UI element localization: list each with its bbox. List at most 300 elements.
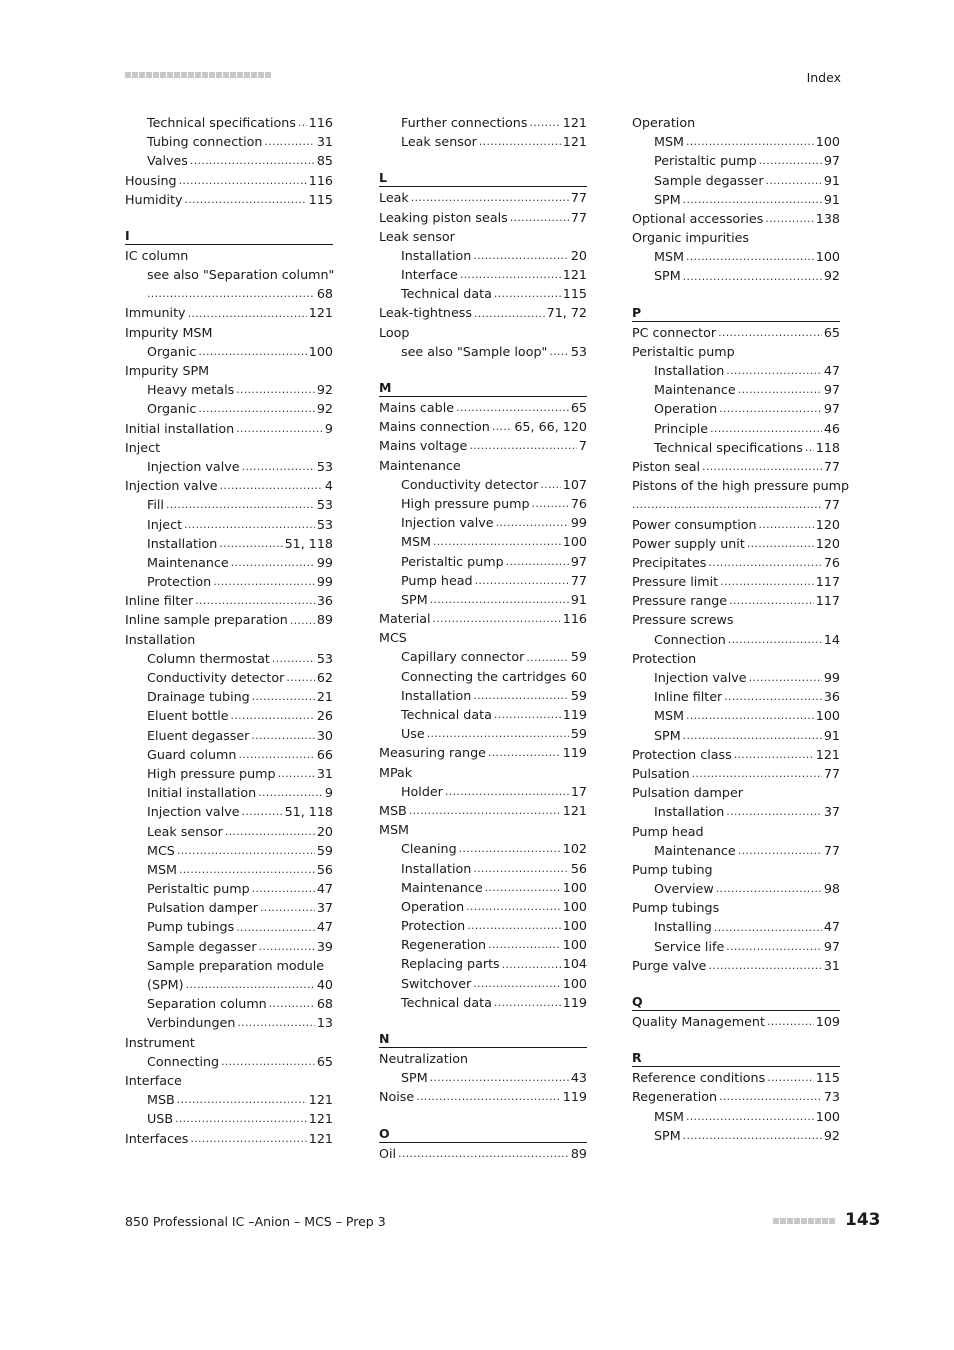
index-entry [632,764,840,783]
index-subentry [125,534,333,553]
index-subentry [632,879,840,898]
entry-term: Leak sensor [401,134,477,150]
dot-leader [473,974,561,993]
index-subentry [125,745,333,764]
page-reference: 53 [316,458,333,474]
footer-decoration-squares [773,1218,835,1224]
dot-leader [714,918,822,937]
entry-term: Technical specifications [654,439,803,455]
page-reference: 53 [316,497,333,513]
index-subentry [632,419,840,438]
index-subentry [379,590,587,609]
entry-term: Mains cable [379,400,455,416]
dot-leader [549,342,569,361]
index-entry [379,801,587,820]
index-column-3 [632,113,850,1145]
page-reference: 91 [570,591,587,607]
entry-term: USB [147,1111,174,1127]
page-reference: 68 [316,996,333,1012]
index-subentry [379,839,587,858]
entry-term: MCS [379,630,407,646]
index-subentry [125,822,333,841]
page-reference: 68 [316,286,333,302]
page-reference: 47 [316,881,333,897]
dot-leader [765,209,813,228]
dot-leader [632,495,822,514]
decoration-square [251,72,257,78]
entry-term: Quality Management [632,1014,765,1030]
dot-leader [238,745,314,764]
index-entry [379,628,587,647]
entry-term: Installation [401,687,472,703]
index-entry [632,956,840,975]
page-reference: 100 [815,134,840,150]
entry-term: Immunity [125,305,186,321]
dot-leader [433,609,561,628]
index-subentry [379,648,587,667]
page-reference: 97 [823,401,840,417]
page-reference: 59 [316,842,333,858]
dot-leader [166,495,315,514]
index-entry [379,820,587,839]
entry-term: Inline filter [654,689,723,705]
entry-term: Conductivity detector [147,670,285,686]
page-reference: 104 [562,956,587,972]
page-reference: 31 [316,134,333,150]
entry-term: Leak sensor [379,228,455,244]
entry-term: Injection valve [147,804,240,820]
page-reference: 100 [562,879,587,895]
entry-term: MSM [654,249,684,265]
entry-term: Peristaltic pump [654,153,757,169]
dot-leader [236,419,323,438]
entry-term: Pistons of the high pressure pump [632,478,850,494]
decoration-square [773,1218,779,1224]
entry-term: Instrument [125,1034,195,1050]
index-subentry [379,571,587,590]
page-reference: 118 [815,439,840,455]
index-subentry [125,802,333,821]
entry-term: Installing [654,919,712,935]
entry-term: Measuring range [379,745,486,761]
decoration-square [153,72,159,78]
page-reference: 100 [562,534,587,550]
entry-term: Replacing parts [401,956,500,972]
dot-leader [738,841,822,860]
page-reference: 121 [562,267,587,283]
dot-leader [526,648,568,667]
page-reference: 100 [562,898,587,914]
decoration-square [244,72,250,78]
page-reference: 56 [570,860,587,876]
dot-leader [459,839,561,858]
dot-leader [269,994,315,1013]
index-subentry [125,1109,333,1128]
entry-term: Technical data [401,994,492,1010]
index-subentry [632,438,840,457]
index-subentry [632,267,840,286]
entry-term: Mains voltage [379,438,468,454]
page-reference: 117 [815,593,840,609]
page-reference: 30 [316,727,333,743]
entry-term: Fill [147,497,164,513]
index-entry [379,188,587,207]
entry-term: IC column [125,247,189,263]
page-reference: 53 [570,343,587,359]
entry-term: Installation [401,860,472,876]
index-entry [125,1071,333,1090]
index-subentry [379,246,587,265]
dot-leader [474,304,545,323]
dot-leader [716,879,822,898]
page-reference: 20 [316,823,333,839]
entry-term: Maintenance [654,382,736,398]
entry-term: Pump tubings [147,919,235,935]
index-subentry [379,132,587,151]
dot-leader [272,649,315,668]
page-number: 143 [845,1210,881,1230]
index-entry [125,190,333,209]
decoration-square [195,72,201,78]
entry-term: Peristaltic pump [401,553,504,569]
index-subentry [125,726,333,745]
entry-term: Mains connection [379,419,490,435]
dot-leader [686,132,814,151]
entry-term: SPM [654,1127,681,1143]
page-reference: 121 [815,746,840,762]
entry-term: Eluent bottle [147,708,229,724]
entry-term: Installation [401,247,472,263]
dot-leader [466,897,561,916]
index-subentry [632,171,840,190]
index-entry [632,209,840,228]
entry-term: Interfaces [125,1130,189,1146]
page-reference: 98 [823,881,840,897]
dot-leader [175,1109,307,1128]
index-entry [632,822,840,841]
index-entry [632,1087,840,1106]
page-reference: 115 [562,286,587,302]
entry-term: Loop [379,324,410,340]
index-subentry [125,668,333,687]
page-reference: 47 [823,919,840,935]
dot-leader [237,1013,314,1032]
entry-term: Optional accessories [632,210,764,226]
index-letter-heading: O [379,1125,587,1143]
index-subentry [632,802,840,821]
entry-term: Connecting the cartridges [401,668,567,684]
dot-leader [492,417,513,436]
entry-term: Injection valve [125,478,218,494]
index-entry [632,591,840,610]
page-reference: 120 [815,516,840,532]
dot-leader [686,247,814,266]
dot-leader [409,801,561,820]
dot-leader [532,494,569,513]
dot-leader [467,916,561,935]
dot-leader [251,726,314,745]
page-reference: 89 [316,612,333,628]
page-reference: 43 [570,1070,587,1086]
index-subentry [125,457,333,476]
entry-term: Service life [654,938,725,954]
index-entry [125,304,333,323]
index-entry [125,323,333,342]
entry-term: MSM [654,708,684,724]
page-reference: 91 [823,172,840,188]
dot-leader [260,898,315,917]
entry-term: Installation [125,631,196,647]
page-reference: 65 [570,400,587,416]
page-reference: 36 [316,593,333,609]
header-decoration-squares [125,72,271,78]
decoration-square [829,1218,835,1224]
dot-leader [805,438,814,457]
dot-leader [190,1129,306,1148]
page-reference: 36 [823,689,840,705]
page-reference: 116 [308,172,333,188]
entry-term: MSB [379,802,407,818]
page-reference: 100 [308,343,333,359]
entry-term: Impurity MSM [125,324,213,340]
dot-leader [683,267,822,286]
page-reference: 91 [823,191,840,207]
index-subentry [379,993,587,1012]
page-reference: 9 [324,785,333,801]
page-reference: 59 [570,649,587,665]
page-reference: 20 [570,247,587,263]
page-reference: 97 [823,938,840,954]
page-reference: 85 [316,153,333,169]
entry-term: Interface [401,267,458,283]
page-reference: 92 [823,268,840,284]
page-reference: 121 [308,1111,333,1127]
entry-term: Pulsation damper [147,900,258,916]
dot-leader [460,265,561,284]
index-subentry [379,494,587,513]
dot-leader [686,1107,814,1126]
dot-leader [433,532,561,551]
page-reference: 97 [823,153,840,169]
index-subentry [379,513,587,532]
index-subentry [125,553,333,572]
index-letter-heading: I [125,227,333,245]
index-subentry [632,1107,840,1126]
entry-term: Pulsation damper [632,785,743,801]
entry-term: Pump head [632,823,704,839]
dot-leader [184,515,315,534]
entry-term: Power consumption [632,516,757,532]
entry-term: Capillary connector [401,649,525,665]
entry-term: Cleaning [401,841,457,857]
entry-term: Housing [125,172,177,188]
index-subentry [632,706,840,725]
index-subentry [632,361,840,380]
entry-term: Operation [632,114,696,130]
decoration-square [230,72,236,78]
entry-term: Pump tubing [632,861,713,877]
dot-leader [177,841,315,860]
dot-leader [398,1144,569,1163]
footer-document-title: 850 Professional IC –Anion – MCS – Prep 3 [125,1214,386,1229]
entry-term: Peristaltic pump [147,881,250,897]
dot-leader [264,132,314,151]
index-subentry [632,726,840,745]
entry-term: Overview [654,881,714,897]
entry-term: Connecting [147,1053,220,1069]
index-entry [632,495,840,514]
index-subentry [379,475,587,494]
dot-leader [683,1126,822,1145]
dot-leader [529,113,560,132]
index-entry [379,1087,587,1106]
page-reference: 51, 118 [284,535,333,551]
dot-leader [729,591,814,610]
dot-leader [427,724,569,743]
entry-term: Tubing connection [147,134,263,150]
index-subentry [379,342,587,361]
entry-term: MSM [379,822,409,838]
dot-leader [494,705,561,724]
entry-term: Installation [147,535,218,551]
page-reference: 14 [823,631,840,647]
dot-leader [718,323,822,342]
dot-leader [719,1087,822,1106]
entry-term: Initial installation [147,785,257,801]
page-reference: 71, 72 [546,305,587,321]
page-reference: 121 [562,802,587,818]
decoration-square [265,72,271,78]
dot-leader [767,1068,814,1087]
entry-term: Neutralization [379,1051,469,1067]
dot-leader [231,553,315,572]
entry-term: Initial installation [125,420,235,436]
decoration-square [160,72,166,78]
entry-term: MSM [654,134,684,150]
entry-term: Regeneration [632,1089,718,1105]
dot-leader [456,398,569,417]
entry-term: Protection [632,650,697,666]
entry-term: PC connector [632,324,717,340]
page-reference: 31 [316,765,333,781]
dot-leader [213,572,315,591]
entry-term: Drainage tubing [147,689,250,705]
decoration-square [132,72,138,78]
dot-leader [759,151,822,170]
page-reference: 77 [823,458,840,474]
entry-term: MSB [147,1092,175,1108]
page-reference: 51, 118 [284,804,333,820]
index-entry [632,1012,840,1031]
entry-term: Regeneration [401,937,487,953]
index-entry [125,1129,333,1148]
page-reference: 4 [324,478,333,494]
index-subentry [379,1068,587,1087]
entry-term: Oil [379,1145,397,1161]
page-reference: 92 [823,1127,840,1143]
index-entry [125,171,333,190]
index-entry [125,246,333,265]
entry-term: Pump head [401,572,473,588]
index-subentry [379,552,587,571]
page-reference: 77 [570,572,587,588]
decoration-square [237,72,243,78]
index-entry [379,609,587,628]
index-subentry [632,399,840,418]
index-entry [379,323,587,342]
dot-leader [242,457,315,476]
index-entry [632,515,840,534]
index-entry [632,534,840,553]
dot-leader [719,399,822,418]
dot-leader [219,534,282,553]
page-reference: 77 [823,842,840,858]
dot-leader [278,764,315,783]
entry-term: Holder [401,783,443,799]
entry-term: MPak [379,764,413,780]
index-letter-heading: R [632,1049,840,1067]
index-entry [125,476,333,495]
index-subentry [125,132,333,151]
index-entry [379,227,587,246]
index-entry [632,649,840,668]
index-entry [632,228,840,247]
dot-leader [416,1087,561,1106]
entry-term: SPM [401,591,428,607]
dot-leader [236,380,315,399]
entry-term: Eluent degasser [147,727,250,743]
entry-term: Leaking piston seals [379,209,508,225]
index-subentry [125,515,333,534]
page-reference: 100 [815,249,840,265]
entry-term: Noise [379,1089,415,1105]
entry-term: Inject [125,439,161,455]
dot-leader [708,553,821,572]
index-subentry [379,724,587,743]
entry-term: Sample degasser [147,938,257,954]
entry-term: Inline sample preparation [125,612,288,628]
page-reference: 121 [562,134,587,150]
index-entry [632,553,840,572]
page-reference: 97 [570,553,587,569]
decoration-square [174,72,180,78]
entry-term: MSM [147,861,177,877]
index-entry [379,436,587,455]
page-reference: 115 [815,1070,840,1086]
entry-term: Humidity [125,191,183,207]
dot-leader [724,687,822,706]
index-subentry [125,495,333,514]
entry-term: Pressure screws [632,612,734,628]
entry-term: High pressure pump [147,765,276,781]
dot-leader [411,188,569,207]
index-letter-heading: L [379,169,587,187]
page-reference: 60 [570,668,587,684]
index-entry [632,572,840,591]
page-reference: 100 [815,708,840,724]
page-reference: 115 [308,191,333,207]
dot-leader [710,419,822,438]
index-subentry [632,151,840,170]
page-reference: 91 [823,727,840,743]
index-entry [632,323,840,342]
index-entry [125,419,333,438]
entry-term: Piston seal [632,458,701,474]
page-reference: 39 [316,938,333,954]
index-subentry [125,284,333,303]
entry-term: Precipitates [632,554,707,570]
index-subentry [379,705,587,724]
